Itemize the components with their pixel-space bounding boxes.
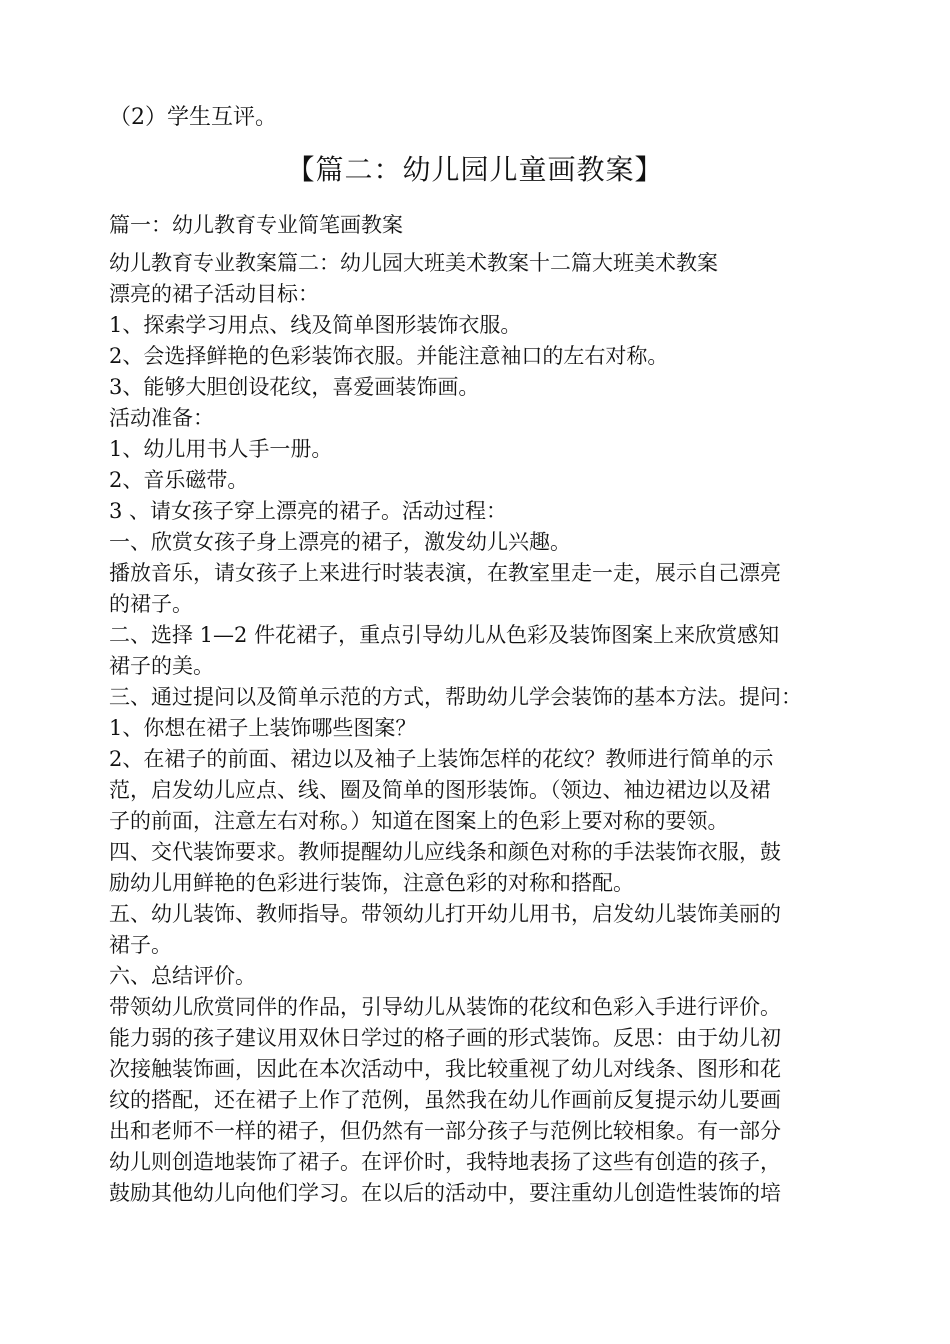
body-line: 3 、请女孩子穿上漂亮的裙子。活动过程： <box>109 499 508 523</box>
body-line: 幼儿教育专业教案篇二：幼儿园大班美术教案十二篇大班美术教案 <box>109 251 718 275</box>
body-line: 能力弱的孩子建议用双休日学过的格子画的形式装饰。反思：由于幼儿初 <box>109 1026 781 1050</box>
body-line: 次接触装饰画，因此在本次活动中，我比较重视了幼儿对线条、图形和花 <box>109 1057 781 1081</box>
body-line: 1、你想在裙子上装饰哪些图案？ <box>109 716 417 740</box>
body-line: 2、在裙子的前面、裙边以及袖子上装饰怎样的花纹？教师进行简单的示 <box>109 747 774 771</box>
body-line: 六、总结评价。 <box>109 964 256 988</box>
body-line: 活动准备： <box>109 406 214 430</box>
body-line: 裙子的美。 <box>109 654 214 678</box>
student-peer-review-line: （2）学生互评。 <box>109 105 277 130</box>
body-line: 1、幼儿用书人手一册。 <box>109 437 333 461</box>
body-line: 出和老师不一样的裙子，但仍然有一部分孩子与范例比较相象。有一部分 <box>109 1119 781 1143</box>
body-line: 二、选择 1—2 件花裙子，重点引导幼儿从色彩及装饰图案上来欣赏感知 <box>109 623 780 647</box>
body-line: 漂亮的裙子活动目标： <box>109 282 319 306</box>
body-line: 四、交代装饰要求。教师提醒幼儿应线条和颜色对称的手法装饰衣服，鼓 <box>109 840 781 864</box>
body-line: 篇一：幼儿教育专业简笔画教案 <box>109 213 403 237</box>
body-line: 纹的搭配，还在裙子上作了范例，虽然我在幼儿作画前反复提示幼儿要画 <box>109 1088 781 1112</box>
body-line: 范，启发幼儿应点、线、圈及简单的图形装饰。（领边、袖边裙边以及裙 <box>109 778 771 802</box>
body-line: 1、探索学习用点、线及简单图形装饰衣服。 <box>109 313 522 337</box>
body-line: 励幼儿用鲜艳的色彩进行装饰，注意色彩的对称和搭配。 <box>109 871 634 895</box>
body-line: 子的前面，注意左右对称。）知道在图案上的色彩上要对称的要领。 <box>109 809 729 833</box>
page-title: 【篇二：幼儿园儿童画教案】 <box>286 153 664 186</box>
body-line: 2、会选择鲜艳的色彩装饰衣服。并能注意袖口的左右对称。 <box>109 344 669 368</box>
body-line: 2、音乐磁带。 <box>109 468 249 492</box>
body-line: 带领幼儿欣赏同伴的作品，引导幼儿从装饰的花纹和色彩入手进行评价。 <box>109 995 781 1019</box>
body-line: 一、欣赏女孩子身上漂亮的裙子，激发幼儿兴趣。 <box>109 530 571 554</box>
body-line: 三、通过提问以及简单示范的方式，帮助幼儿学会装饰的基本方法。提问： <box>109 685 802 709</box>
body-line: 3、能够大胆创设花纹，喜爱画装饰画。 <box>109 375 480 399</box>
body-line: 裙子。 <box>109 933 172 957</box>
body-line: 鼓励其他幼儿向他们学习。在以后的活动中，要注重幼儿创造性装饰的培 <box>109 1181 781 1205</box>
body-line: 的裙子。 <box>109 592 193 616</box>
body-line: 幼儿则创造地装饰了裙子。在评价时，我特地表扬了这些有创造的孩子， <box>109 1150 781 1174</box>
body-line: 五、幼儿装饰、教师指导。带领幼儿打开幼儿用书，启发幼儿装饰美丽的 <box>109 902 781 926</box>
body-line: 播放音乐，请女孩子上来进行时装表演，在教室里走一走，展示自己漂亮 <box>109 561 781 585</box>
